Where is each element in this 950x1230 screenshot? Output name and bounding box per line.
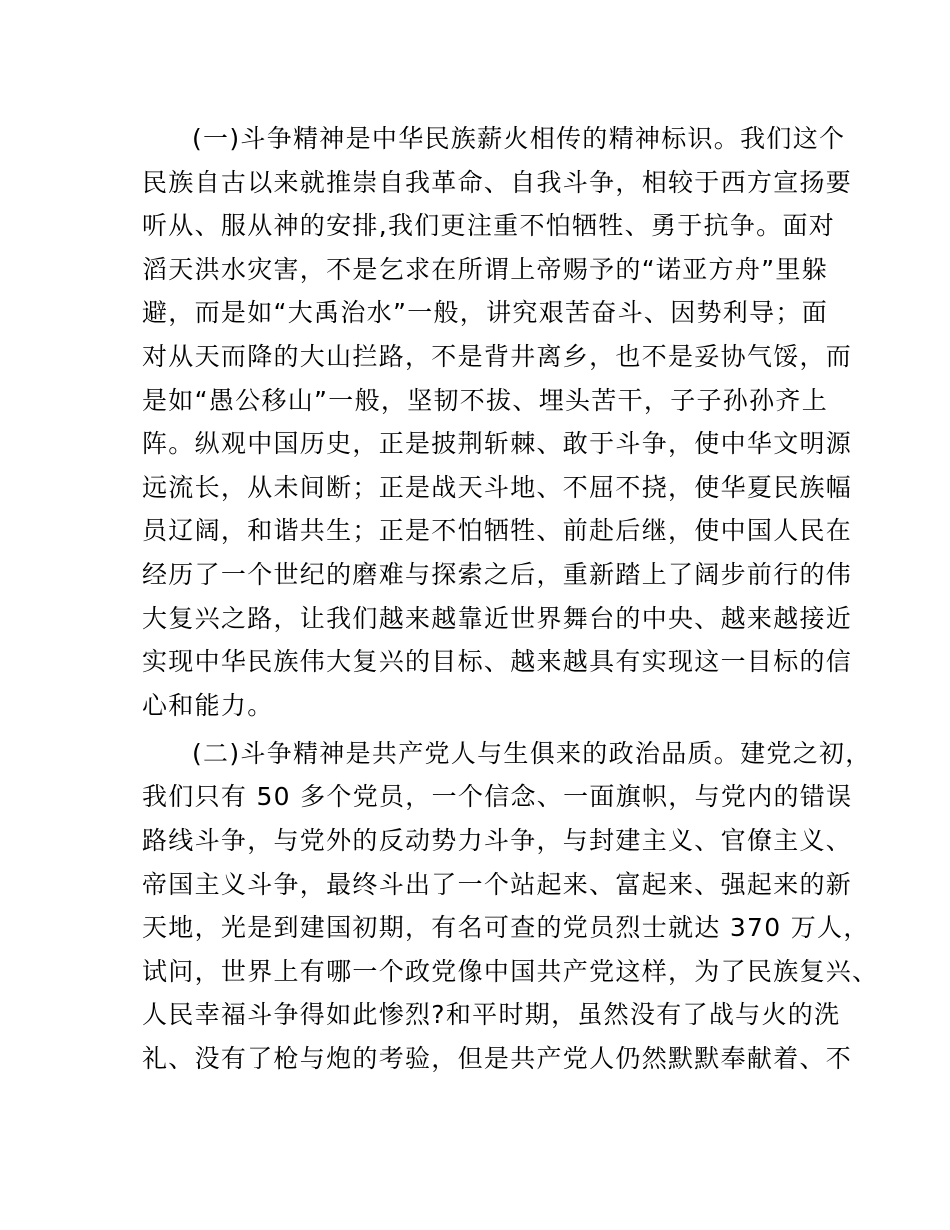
text-line: 对从天而降的大山拦路，不是背井离乡，也不是妥协气馁，而 bbox=[142, 341, 853, 371]
text-line: (二)斗争精神是共产党人与生俱来的政治品质。建党之初， bbox=[192, 738, 872, 768]
text-line: 实现中华民族伟大复兴的目标、越来越具有实现这一目标的信 bbox=[142, 647, 853, 677]
text-line: 滔天洪水灾害，不是乞求在所谓上帝赐予的“诺亚方舟”里躲 bbox=[142, 254, 829, 284]
paragraph-struggle-spirit-party-quality bbox=[142, 732, 879, 1081]
text-line: 礼、没有了枪与炮的考验，但是共产党人仍然默默奉献着、不 bbox=[142, 1043, 853, 1073]
text-line: 心和能力。 bbox=[142, 690, 274, 720]
text-line: 试问，世界上有哪一个政党像中国共产党这样，为了民族复兴、 bbox=[142, 956, 879, 986]
text-line: 阵。纵观中国历史，正是披荆斩棘、敢于斗争，使中华文明源 bbox=[142, 429, 853, 459]
text-line: 员辽阔，和谐共生；正是不怕牺牲、前赴后继，使中国人民在 bbox=[142, 516, 853, 546]
text-line: 经历了一个世纪的磨难与探索之后，重新踏上了阔步前行的伟 bbox=[142, 559, 853, 589]
text-line: 听从、服从神的安排,我们更注重不怕牺牲、勇于抗争。面对 bbox=[142, 211, 836, 241]
text-line: 大复兴之路，让我们越来越靠近世界舞台的中央、越来越接近 bbox=[142, 603, 853, 633]
text-line: 民族自古以来就推崇自我革命、自我斗争，相较于西方宣扬要 bbox=[142, 167, 853, 197]
text-line: 路线斗争，与党外的反动势力斗争，与封建主义、官僚主义、 bbox=[142, 826, 853, 855]
paragraph-struggle-spirit-national-identity bbox=[142, 117, 853, 727]
text-line: 避，而是如“大禹治水”一般，讲究艰苦奋斗、因势利导；面 bbox=[142, 298, 829, 328]
text-line: 远流长，从未间断；正是战天斗地、不屈不挠，使华夏民族幅 bbox=[142, 472, 853, 502]
text-line: 帝国主义斗争，最终斗出了一个站起来、富起来、强起来的新 bbox=[142, 869, 853, 899]
text-line: 天地，光是到建国初期，有名可查的党员烈士就达 370 万人， bbox=[142, 913, 870, 943]
text-line: (一)斗争精神是中华民族薪火相传的精神标识。我们这个 bbox=[192, 124, 846, 153]
document-body bbox=[142, 117, 879, 1081]
text-line: 人民幸福斗争得如此惨烈?和平时期，虽然没有了战与火的洗 bbox=[142, 1000, 841, 1030]
text-line: 是如“愚公移山”一般，坚韧不拔、埋头苦干，子子孙孙齐上 bbox=[142, 385, 829, 415]
text-line: 我们只有 50 多个党员，一个信念、一面旗帜，与党内的错误 bbox=[142, 782, 853, 812]
